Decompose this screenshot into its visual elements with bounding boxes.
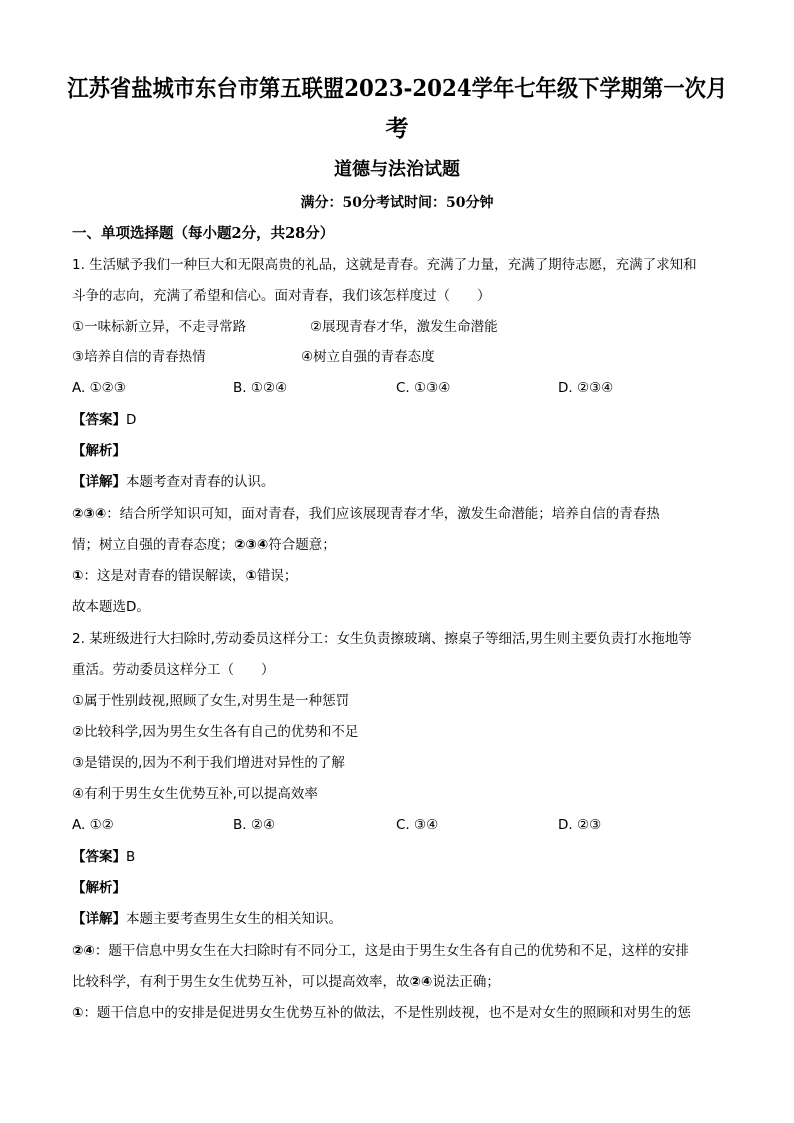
q1-detail-text: 本题考查对青春的认识。	[126, 474, 275, 490]
q2-item-1: ①属于性别歧视,照顾了女生,对男生是一种惩罚	[72, 693, 350, 709]
q1-option-a: A. ①②③	[72, 380, 126, 396]
q1-exp2-mark2: ①	[245, 568, 257, 584]
q2-exp2-mark: ①	[72, 1005, 84, 1021]
q1-stem-line1: 1. 生活赋予我们一种巨大和无限高贵的礼品，这就是青春。充满了力量，充满了期待志愿，充满了求知和	[72, 257, 697, 273]
q2-explanation-line1	[72, 942, 689, 960]
exam-title-line1: 江苏省盐城市东台市第五联盟2023-2024学年七年级下学期第一次月	[66, 75, 727, 102]
q1-conclusion: 故本题选D。	[72, 599, 150, 615]
q2-exp1-text: ：题干信息中男女生在大扫除时有不同分工，这是由于男生女生各有自己的优势和不足，这样的安排	[94, 943, 689, 959]
q2-stem-line1: 2. 某班级进行大扫除时,劳动委员这样分工：女生负责擦玻璃、擦桌子等细活,男生则主要负责打水拖地等	[72, 631, 692, 647]
q2-answer-tag: 【答案】	[72, 849, 126, 865]
q1-item-4: ④树立自强的青春态度	[301, 349, 435, 365]
section-heading: 一、单项选择题（每小题2分，共28分）	[72, 225, 335, 242]
q1-exp1-text: ：结合所学知识可知，面对青春，我们应该展现青春才华，激发生命潜能；培养自信的青春热	[106, 506, 660, 522]
q1-item-3: ③培养自信的青春热情	[72, 349, 206, 365]
q1-exp2-a: ：这是对青春的错误解读，	[83, 568, 246, 584]
exam-subtitle: 道德与法治试题	[334, 159, 460, 180]
q2-exp1-line2-mark: ②④	[409, 974, 433, 990]
q1-option-b: B. ①②④	[233, 380, 288, 396]
q1-option-d: D. ②③④	[558, 380, 614, 396]
q2-option-a: A. ①②	[72, 817, 114, 833]
q1-analysis-tag	[72, 442, 126, 460]
q2-exp1-line2b: 说法正确；	[432, 974, 500, 990]
q2-options	[72, 817, 722, 835]
q2-item-3: ③是错误的,因为不利于我们增进对异性的了解	[72, 755, 345, 771]
q1-detail-tag: 【详解】	[72, 474, 126, 490]
q1-item-2: ②展现青春才华，激发生命潜能	[310, 319, 498, 335]
q1-item-1: ①一味标新立异，不走寻常路	[72, 319, 247, 335]
q2-detail-tag: 【详解】	[72, 911, 126, 927]
q2-exp2-text: ：题干信息中的安排是促进男女生优势互补的做法，不是性别歧视，也不是对女生的照顾和对男生的惩	[83, 1005, 691, 1021]
q2-exp1-line2a: 比较科学，有利于男生女生优势互补，可以提高效率，故	[72, 974, 410, 990]
exam-title-line2: 考	[385, 115, 409, 142]
q1-exp1-line2a: 情；树立自强的青春态度；	[72, 537, 234, 553]
exam-meta: 满分：50分考试时间：50分钟	[300, 195, 494, 211]
q1-explanation-line1	[72, 505, 660, 523]
q2-explanation-line2	[72, 973, 500, 991]
q1-answer-value: D	[126, 412, 137, 428]
q2-stem-line2: 重活。劳动委员这样分工（ ）	[72, 662, 275, 678]
q1-answer	[72, 411, 136, 429]
q1-exp1-line2-mark: ②③④	[234, 537, 269, 553]
q1-options	[72, 380, 722, 398]
q2-exp1-mark: ②④	[72, 943, 95, 959]
q1-analysis-label: 【解析】	[72, 443, 126, 459]
q1-detail	[72, 473, 275, 491]
q2-explanation-line3	[72, 1004, 691, 1022]
q1-answer-tag: 【答案】	[72, 412, 126, 428]
q2-analysis-label: 【解析】	[72, 880, 126, 896]
q2-item-2: ②比较科学,因为男生女生各有自己的优势和不足	[72, 724, 359, 740]
q1-exp1-mark: ②③④	[72, 506, 107, 522]
q1-option-c: C. ①③④	[396, 380, 451, 396]
q2-analysis-tag	[72, 879, 126, 897]
q2-detail	[72, 910, 342, 928]
q1-stem-line2: 斗争的志向，充满了希望和信心。面对青春，我们该怎样度过（ ）	[72, 288, 491, 304]
q2-detail-text: 本题主要考查男生女生的相关知识。	[126, 911, 342, 927]
q2-answer-value: B	[126, 849, 136, 865]
q1-explanation-line2	[72, 536, 336, 554]
q1-exp2-b: 错误；	[256, 568, 298, 584]
q2-option-b: B. ②④	[233, 817, 276, 833]
q1-exp2-mark: ①	[72, 568, 84, 584]
q1-exp1-line2b: 符合题意；	[268, 537, 336, 553]
q2-option-c: C. ③④	[396, 817, 439, 833]
q2-option-d: D. ②③	[558, 817, 602, 833]
q2-answer	[72, 848, 135, 866]
q2-item-4: ④有利于男生女生优势互补,可以提高效率	[72, 786, 318, 802]
q1-explanation-line3	[72, 567, 297, 585]
